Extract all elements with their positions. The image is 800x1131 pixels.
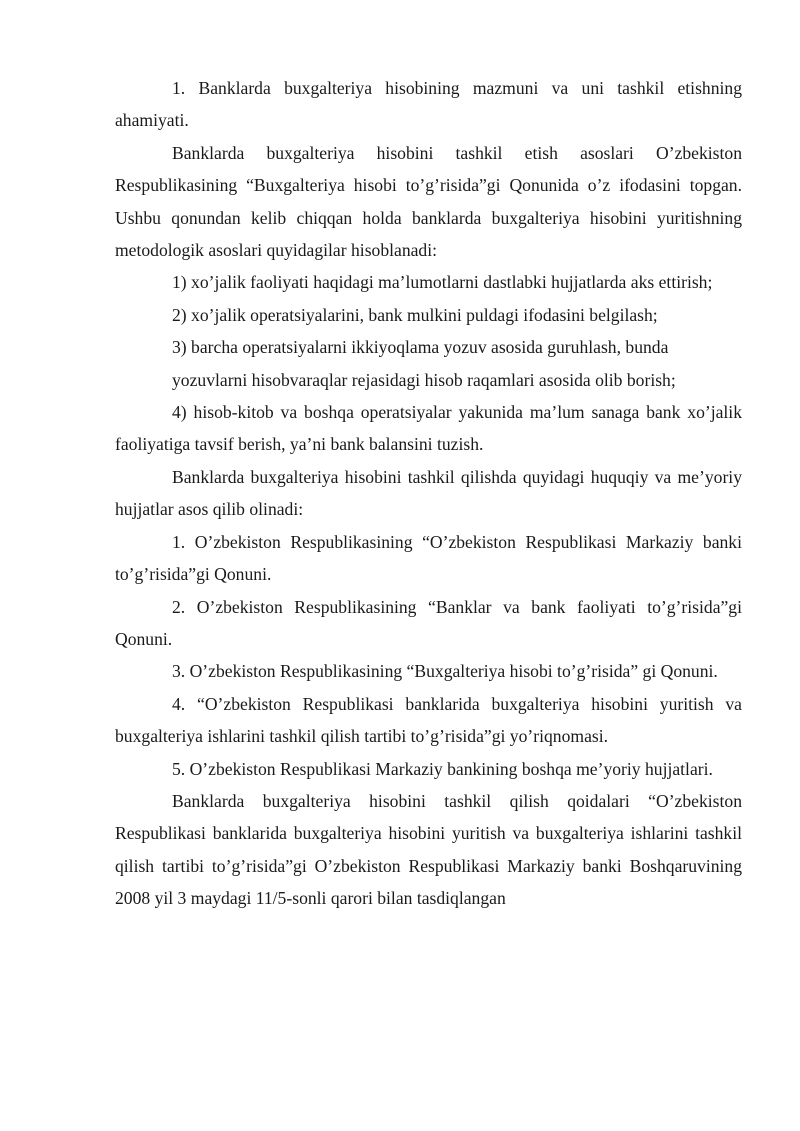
list-item: 1) xo’jalik faoliyati haqidagi ma’lumotlarni dastlabki hujjatlarda aks ettirish;: [172, 272, 713, 293]
list-item: 1. O’zbekiston Respublikasining “O’zbekiston Respublikasi Markaziy banki to’g’risida”gi Qonuni.: [115, 531, 742, 585]
list-item: 3. O’zbekiston Respublikasining “Buxgalteriya hisobi to’g’risida” gi Qonuni.: [172, 661, 718, 682]
list-item: 4. “O’zbekiston Respublikasi banklarida buxgalteriya hisobini yuritish va buxgalteriya ishlarini tashkil qilish tartibi to’g’risida”gi yo’riqnomasi.: [115, 693, 742, 747]
body-paragraph: Banklarda buxgalteriya hisobini tashkil qilish qoidalari “O’zbekiston Respublikasi banklarida buxgalteriya hisobini yuritish va buxgalteriya ishlarini tashkil qilish tartibi to’g’risida”gi O’zbekiston Respublikasi Markaziy banki Boshqaruvining 2008 yil 3 maydagi 11/5-sonli qarori bilan tasdiqlangan: [115, 790, 742, 909]
list-item: 2) xo’jalik operatsiyalarini, bank mulkini puldagi ifodasini belgilash;: [172, 304, 658, 325]
body-paragraph: Banklarda buxgalteriya hisobini tashkil qilishda quyidagi huquqiy va me’yoriy hujjatlar asos qilib olinadi:: [115, 466, 742, 520]
list-item-continuation: yozuvlarni hisobvaraqlar rejasidagi hisob raqamlari asosida olib borish;: [172, 369, 676, 390]
list-item: 2. O’zbekiston Respublikasining “Banklar va bank faoliyati to’g’risida”gi Qonuni.: [115, 596, 742, 649]
document-page: [115, 72, 742, 915]
section-heading: 1. Banklarda buxgalteriya hisobining mazmuni va uni tashkil etishning ahamiyati.: [115, 78, 742, 131]
list-item: 4) hisob-kitob va boshqa operatsiyalar yakunida ma’lum sanaga bank xo’jalik faoliyatiga tavsif berish, ya’ni bank balansini tuzish.: [115, 402, 742, 455]
body-paragraph: Banklarda buxgalteriya hisobini tashkil etish asoslari O’zbekiston Respublikasining “Buxgalteriya hisobi to’g’risida”gi Qonunida o’z ifodasini topgan. Ushbu qonundan kelib chiqqan holda banklarda buxgalteriya hisobini yuritishning metodologik asoslari quyidagilar hisoblanadi:: [115, 142, 742, 261]
list-item: 3) barcha operatsiyalarni ikkiyoqlama yozuv asosida guruhlash, bunda: [172, 337, 669, 358]
list-item: 5. O’zbekiston Respublikasi Markaziy bankining boshqa me’yoriy hujjatlari.: [172, 758, 713, 779]
